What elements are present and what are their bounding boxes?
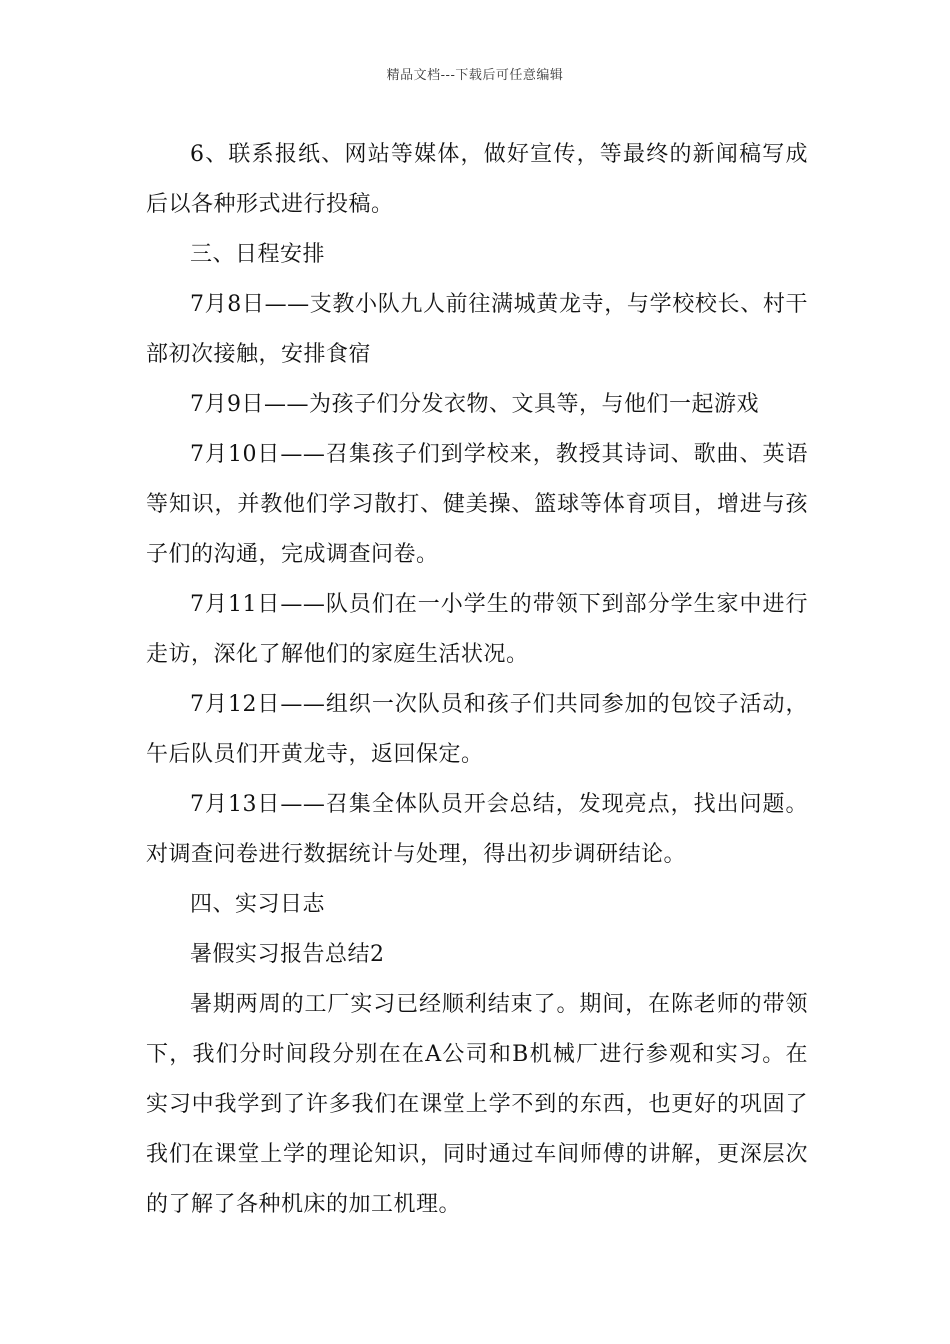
paragraph-july-12: 7月12日——组织一次队员和孩子们共同参加的包饺子活动，午后队员们开黄龙寺，返回保定。 (146, 692, 808, 767)
paragraph-july-10: 7月10日——召集孩子们到学校来，教授其诗词、歌曲、英语等知识，并教他们学习散打、健美操、篮球等体育项目，增进与孩子们的沟通，完成调查问卷。 (146, 442, 808, 567)
report-title: 暑假实习报告总结2 (190, 942, 385, 967)
section-heading-internship-log: 四、实习日志 (190, 892, 326, 917)
page-header: 精品文档---下载后可任意编辑 (386, 68, 564, 83)
paragraph-july-11: 7月11日——队员们在一小学生的带领下到部分学生家中进行走访，深化了解他们的家庭生活状况。 (146, 592, 808, 667)
paragraph-july-9: 7月9日——为孩子们分发衣物、文具等，与他们一起游戏 (190, 392, 759, 417)
paragraph-factory-internship: 暑期两周的工厂实习已经顺利结束了。期间，在陈老师的带领下，我们分时间段分别在在A公司和B机械厂进行参观和实习。在实习中我学到了许多我们在课堂上学不到的东西，也更好的巩固了我们在课堂上学的理论知识，同时通过车间师傅的讲解，更深层次的了解了各种机床的加工机理。 (146, 992, 808, 1217)
paragraph-july-13: 7月13日——召集全体队员开会总结，发现亮点，找出问题。对调查问卷进行数据统计与处理，得出初步调研结论。 (146, 792, 808, 867)
document-body (146, 130, 808, 1230)
section-heading-schedule: 三、日程安排 (190, 242, 326, 267)
paragraph-july-8: 7月8日——支教小队九人前往满城黄龙寺，与学校校长、村干部初次接触，安排食宿 (146, 292, 808, 367)
paragraph-media-publicity: 6、联系报纸、网站等媒体，做好宣传，等最终的新闻稿写成后以各种形式进行投稿。 (146, 142, 808, 217)
